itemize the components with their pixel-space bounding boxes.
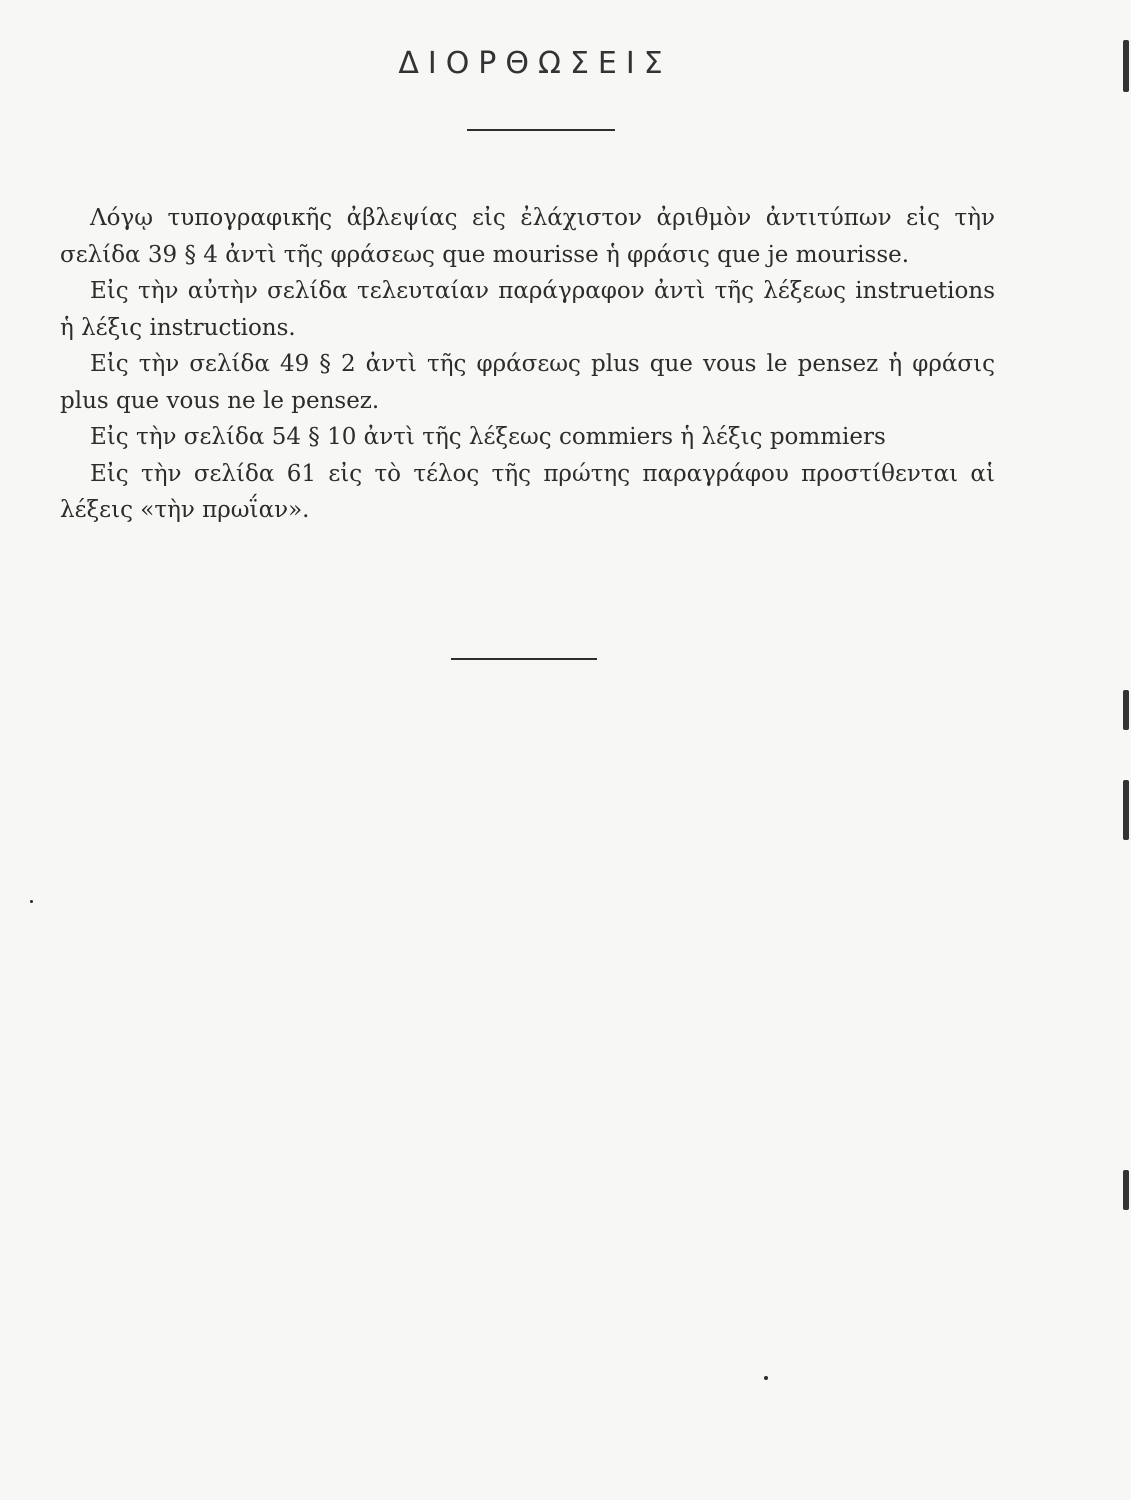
- bottom-divider: [451, 658, 597, 660]
- errata-paragraph: Εἰς τὴν σελίδα 54 § 10 ἀντὶ τῆς λέξεως commiers ἡ λέξις pommiers: [90, 424, 886, 450]
- ink-speck: [30, 900, 33, 903]
- page-edge-mark: [1123, 1170, 1129, 1210]
- errata-paragraph: Εἰς τὴν σελίδα 61 εἰς τὸ τέλος τῆς πρώτης παραγράφου προστίθενται αἱ λέξεις «τὴν πρωΐαν».: [60, 460, 995, 523]
- errata-paragraph: Εἰς τὴν αὐτὴν σελίδα τελευταίαν παράγραφον ἀντὶ τῆς λέξεως instruetions ἡ λέξις instructions.: [60, 278, 995, 341]
- page-edge-mark: [1123, 690, 1129, 730]
- errata-body: [60, 200, 995, 529]
- ink-speck: [764, 1376, 768, 1380]
- page-edge-mark: [1123, 780, 1129, 840]
- top-divider: [467, 129, 615, 131]
- page-edge-mark: [1123, 40, 1129, 92]
- page-title: ΔΙΟΡΘΩΣΕΙΣ: [398, 46, 672, 81]
- errata-paragraph: Εἰς τὴν σελίδα 49 § 2 ἀντὶ τῆς φράσεως plus que vous le pensez ἡ φράσις plus que vous ne le pensez.: [60, 351, 995, 414]
- errata-paragraph: Λόγῳ τυπογραφικῆς ἀβλεψίας εἰς ἐλάχιστον ἀριθμὸν ἀντιτύπων εἰς τὴν σελίδα 39 § 4 ἀντὶ τῆς φράσεως que mourisse ἡ φράσις que je mourisse.: [60, 205, 995, 268]
